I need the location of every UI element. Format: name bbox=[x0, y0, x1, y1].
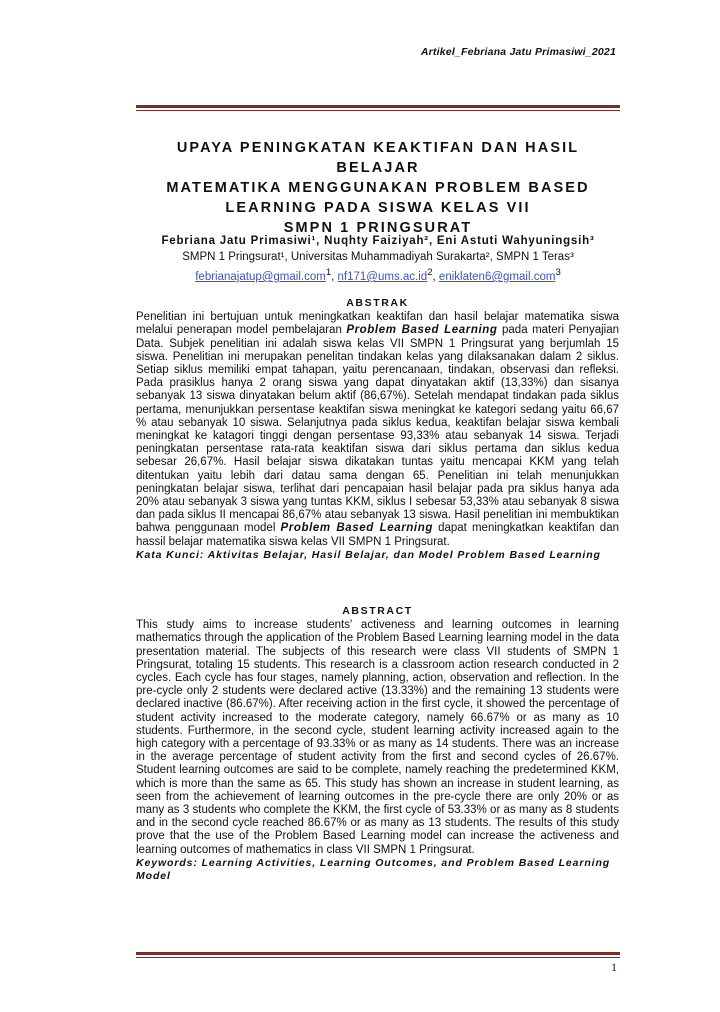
abstract-section bbox=[136, 605, 619, 883]
bottom-divider bbox=[136, 952, 620, 958]
top-divider bbox=[136, 105, 620, 111]
abstract-body: This study aims to increase students' activeness and learning outcomes in learning mathematics through the application of the Problem Based Learning learning model in the data presentation material. The subjects of this research were class VII students of SMPN 1 Pringsurat, totaling 15 students. This research is a classroom action research conducted in 2 cycles. Each cycle has four stages, namely planning, action, observation and reflection. In the pre-cycle only 2 students were declared active (13.33%) and the remaining 13 students were declared inactive (86.67%). After receiving action in the first cycle, it showed the percentage of student activity increased to the moderate category, namely 66.67% or as many as 10 students. Furthermore, in the second cycle, student learning activity increased again to the high category with a percentage of 93.33% or as many as 14 students. There was an increase in the average percentage of student activity from the first and second cycles of 26.67%. Student learning outcomes are said to be complete, namely reaching the predetermined KKM, which is more than the same as 65. This study has shown an increase in student learning, as seen from the achievement of learning outcomes in the pre-cycle there are only 20% or as many as 3 students who complete the KKM, the first cycle of 53.33% or as many as 8 students and in the second cycle reached 86.67% or as many as 13 students. The results of this study prove that the use of the Problem Based Learning model can increase the activeness and learning outcomes of mathematics in class VII SMPN 1 Pringsurat. bbox=[136, 619, 619, 856]
abstrak-text: pada materi Penyajian Data. Subjek penelitian ini adalah siswa kelas VII SMPN 1 Pringsurat yang berjumlah 15 siswa. Penelitian ini merupakan penelitan tindakan kelas yang dilaksanakan dalam 2 siklus. Setiap siklus memiliki empat tahapan, yaitu perencanaan, tindakan, observasi dan refleksi. Pada prasiklus hanya 2 orang siswa yang dapat dinyatakan aktif (13,33%) dan sisanya sebanyak 13 siswa dinyatakan belum aktif (86,67%). Setelah mendapat tindakan pada siklus pertama, menunjukkan persentase keaktifan siswa meningkat ke kategori sedang yaitu 66,67 % atau sebanyak 10 siswa. Selanjutnya pada siklus kedua, keaktifan belajar siswa kembali meningkat ke katagori tinggi dengan persentase 93,33% atau sebanyak 14 siswa. Terjadi peningkatan persentase rata-rata keaktifan siswa dari siklus pertama dan siklus kedua sebesar 26,67%. Hasil belajar siswa dikatakan tuntas yaitu mencapai KKM yang telah ditentukan yaitu lebih dari datau sama dengan 65. Penelitian ini telah menunjukkan peningkatan belajar siswa, terlihat dari pencapaian hasil belajar pada pra siklus hanya ada 20% atau sebanyak 3 siswa yang tuntas KKM, siklus I sebesar 53,33% atau sebanyak 8 siswa dan pada siklus II mencapai 86,67% atau sebanyak 13 siswa. Hasil penelitian ini membuktikan bahwa penggunaan model bbox=[136, 324, 619, 535]
title-line: MATEMATIKA MENGGUNAKAN PROBLEM BASED bbox=[166, 180, 590, 196]
email-link[interactable]: nf171@ums.ac.id bbox=[337, 270, 428, 283]
abstract-keywords: Keywords: Learning Activities, Learning Outcomes, and Problem Based Learning Model bbox=[136, 856, 611, 883]
title-line: UPAYA PENINGKATAN KEAKTIFAN DAN HASIL BELAJAR bbox=[176, 140, 580, 176]
author-affiliations: SMPN 1 Pringsurat¹, Universitas Muhammadiyah Surakarta², SMPN 1 Teras³ bbox=[182, 251, 574, 263]
abstrak-text: Penelitian ini bertujuan untuk meningkatkan keaktifan dan hasil belajar matematika siswa melalui penerapan model pembelajaran bbox=[136, 311, 619, 337]
author-emails: febrianajatup@gmail.com$^1$, $nf171@ums.ac.id^2$, eniklaten6@gmail.com$^3$ bbox=[195, 267, 561, 283]
running-header: Artikel_Febriana Jatu Primasiwi_2021 bbox=[420, 46, 616, 58]
title-line: LEARNING PADA SISWA KELAS VII bbox=[225, 200, 531, 216]
email-link[interactable]: febrianajatup@gmail.com bbox=[195, 270, 326, 283]
abstract-heading: ABSTRACT bbox=[342, 605, 413, 617]
abstrak-text: dapat meningkatkan keaktifan dan hassil belajar matematika siswa kelas VII SMPN 1 Pringsurat. bbox=[136, 522, 619, 548]
email-link[interactable]: eniklaten6@gmail.com bbox=[438, 270, 556, 283]
author-names: Febriana Jatu Primasiwi¹, Nuqhty Faiziyah², Eni Astuti Wahyuningsih³ bbox=[161, 235, 595, 247]
abstrak-heading: ABSTRAK bbox=[346, 297, 409, 309]
paper-title bbox=[136, 138, 620, 238]
page-number: 1 bbox=[611, 960, 617, 974]
abstrak-body bbox=[136, 311, 619, 549]
title-line: SMPN 1 PRINGSURAT bbox=[283, 220, 473, 236]
abstrak-term: Problem Based Learning bbox=[346, 324, 498, 337]
abstrak-term: Problem Based Learning bbox=[280, 522, 433, 535]
email-sup: 1 bbox=[325, 267, 332, 278]
abstrak-keywords: Kata Kunci: Aktivitas Belajar, Hasil Belajar, dan Model Problem Based Learning bbox=[136, 548, 601, 561]
abstrak-section bbox=[136, 297, 619, 562]
author-block bbox=[136, 233, 620, 285]
email-sup: 3 bbox=[555, 267, 561, 278]
email-sup: 2 bbox=[427, 267, 433, 278]
